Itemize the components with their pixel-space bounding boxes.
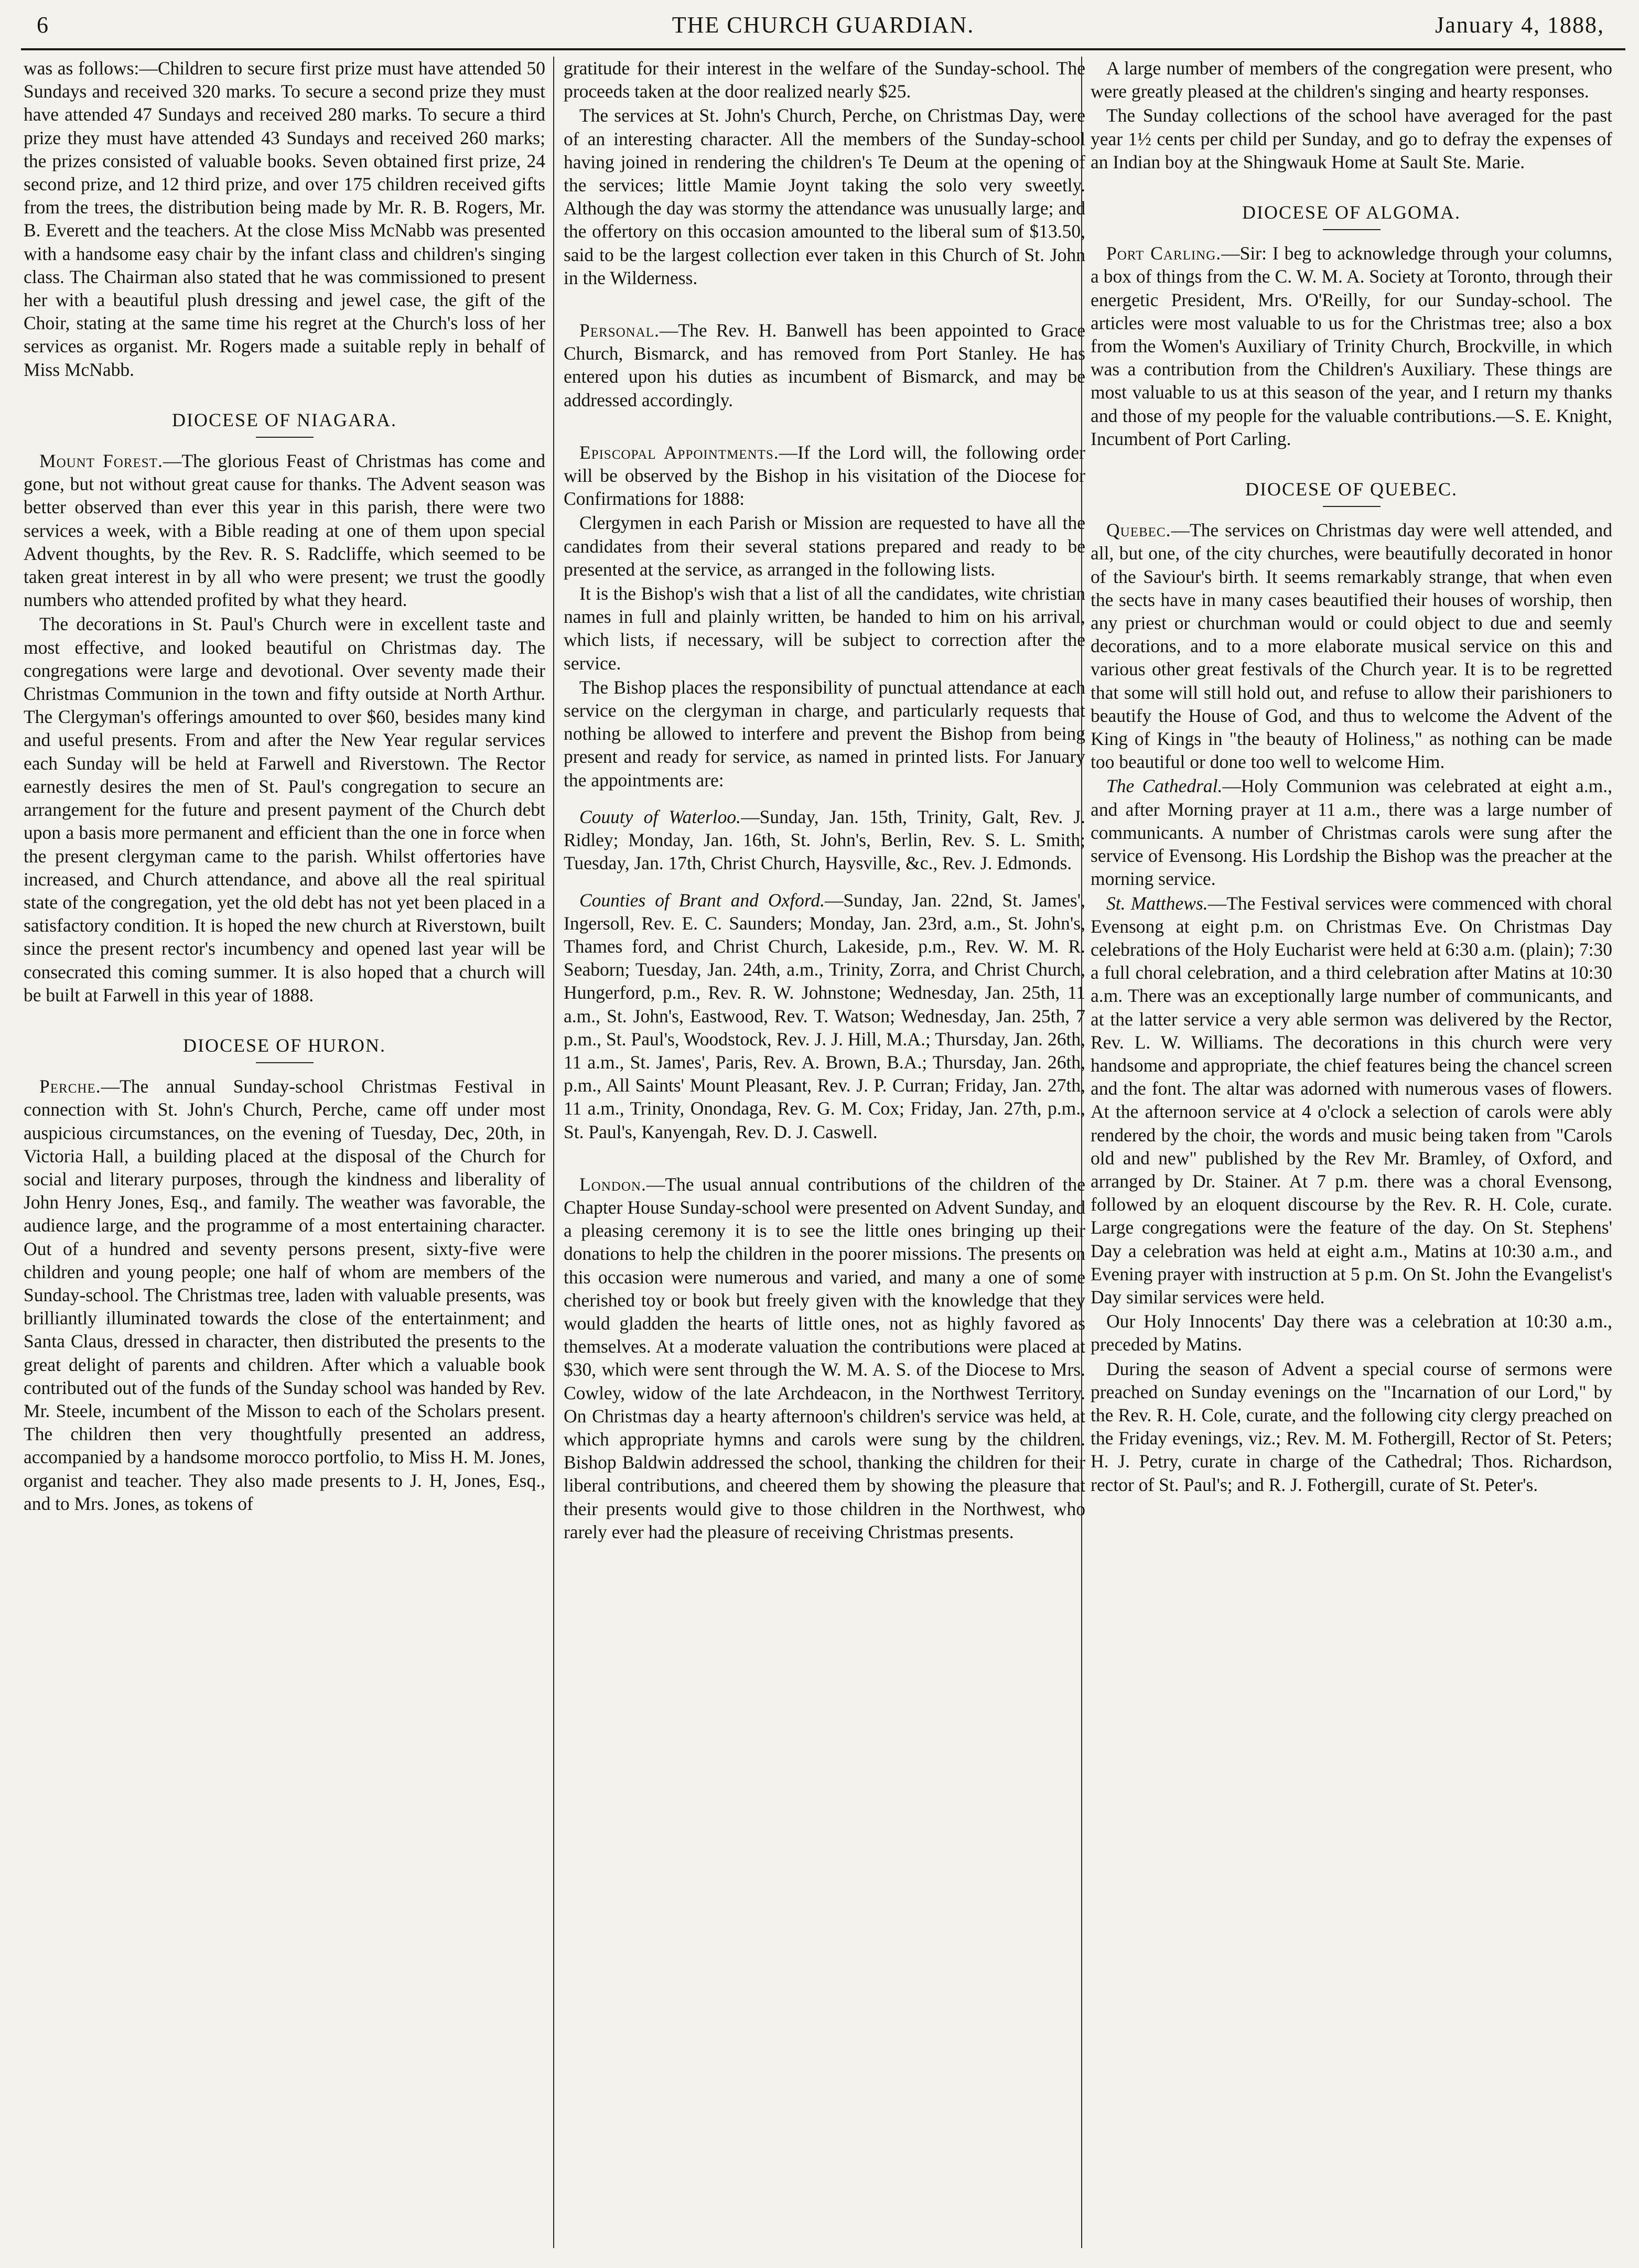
article-paragraph: St. Matthews.—The Festival services were commenced with choral Evensong at eight p.m. on Christmas Eve. On Christmas Day celebrations of the Holy Eucharist were held at 6:30 a.m. (plain); 7:30 a full choral celebration, and a third celebration after Matins at 10:30 a.m. There was an exceptionally large number of communicants, and at the latter service a very able sermon was delivered by the Rector, Rev. L. W. Williams. The decorations in this church were very handsome and appropriate, the chief features being the chancel screen and the font. The altar was adorned with numerous vases of flowers. At the afternoon service at 4 o'clock a selection of carols were ably rendered by the choir, the words and music being taken from "Carols old and new" published by the Rev Mr. Bramley, of Oxford, and arranged by Dr. Stainer. At 7 p.m. there was a choral Evensong, followed by an eloquent discourse by the Rev. R. H. Cole, curate. Large congregations were the feature of the day. On St. Stephens' Day a celebration was held at eight a.m., Matins at 10:30 a.m., and Evening prayer with instruction at 5 p.m. On St. John the Evangelist's Day similar services were held. xyxy=(1091,892,1612,1308)
article-paragraph: London.—The usual annual contributions of the children of the Chapter House Sunday-school were presented on Advent Sunday, and a pleasing ceremony it is to see the little ones bringing up their donations to help the children in the poorer missions. The presents on this occasion were numerous and varied, and many a one of some cherished toy or book but freely given with the knowledge that they would gladden the hearts of little ones, not as highly favored as themselves. At a moderate valuation the contributions were placed at $30, which were sent through the W. M. A. S. of the Diocese to Mrs. Cowley, widow of the late Archdeacon, in the Northwest Territory. On Christmas day a hearty afternoon's children's service was held, at which appropriate hymns and carols were sung by the children. Bishop Baldwin addressed the school, thanking the children for their liberal contributions, and cheered them by showing the pleasure that their presents would give to those children in the Northwest, who rarely ever had the pleasure of receiving Christmas presents. xyxy=(564,1173,1085,1542)
dateline: Port Carling. xyxy=(1106,243,1222,264)
article-paragraph: During the season of Advent a special course of sermons were preached on Sunday evenings on the "Incarnation of our Lord," by the Rev. R. H. Cole, curate, and the following city clergy preached on the Friday evenings, viz.; Rev. M. M. Fothergill, Rector of St. Peters; H. J. Petry, curate in charge of the Cathedral; Thos. Richardson, rector of St. Paul's; and R. J. Fothergill, curate of St. Peter's. xyxy=(1091,1358,1612,1495)
article-paragraph: gratitude for their interest in the welfare of the Sunday-school. The proceeds taken at the door realized nearly $25. xyxy=(564,58,1085,102)
column-rule-1 xyxy=(553,57,554,2248)
dateline: St. Matthews. xyxy=(1106,892,1208,914)
article-paragraph: Perche.—The annual Sunday-school Christmas Festival in connection with St. John's Church, Perche, came off under most auspicious circumstances, on the evening of Tuesday, Dec, 20th, in Victoria Hall, a building placed at the disposal of the Church for social and literary purposes, through the kindness and liberality of John Henry Jones, Esq., and family. The weather was favorable, the audience large, and the programme of a most entertaining character. Out of a hundred and seventy persons present, sixty-five were children and young people; one half of whom are members of the Sunday-school. The Christmas tree, laden with valuable presents, was brilliantly illuminated towards the close of the entertainment; and Santa Claus, dressed in character, then distributed the presents to the great delight of parents and children. After which a valuable book contributed out of the funds of the Sunday school was handed by Rev. Mr. Steele, incumbent of the Misson to each of the Scholars present. The children then very thoughtfully presented an address, accompanied by a handsome morocco portfolio, to Miss H. M. Jones, organist and teacher. They also made presents to J. H, Jones, Esq., and to Mrs. Jones, as tokens of xyxy=(24,1076,545,1514)
heading-rule xyxy=(256,437,314,438)
section-heading-niagara: DIOCESE OF NIAGARA. xyxy=(171,409,397,430)
dateline: Couuty of Waterloo. xyxy=(579,806,741,827)
article-paragraph: Clergymen in each Parish or Mission are requested to have all the candidates from their several stations prepared and ready to be presented at the service, as arranged in the following lists. xyxy=(564,512,1085,580)
section-spacer xyxy=(564,875,1085,889)
column-2 xyxy=(564,57,1085,2253)
heading-rule xyxy=(1323,229,1381,230)
article-paragraph: Port Carling.—Sir: I beg to acknowledge through your columns, a box of things from the C. W. M. A. Society at Toronto, through their energetic President, Mrs. O'Reilly, for our Sunday-school. The articles were most valuable to us for the Christmas tree; also a box from the Women's Auxiliary of Trinity Church, Brockville, in which was a contribution from the Children's Auxiliary. These things are most valuable to us at this season of the year, and I return my thanks and those of my people for the valuable contributions.—S. E. Knight, Incumbent of Port Carling. xyxy=(1091,243,1612,449)
article-paragraph: Our Holy Innocents' Day there was a celebration at 10:30 a.m., preceded by Matins. xyxy=(1091,1311,1612,1355)
article-paragraph: A large number of members of the congregation were present, who were greatly pleased at the children's singing and hearty responses. xyxy=(1091,58,1612,102)
heading-rule xyxy=(1323,506,1381,507)
newspaper-title: THE CHURCH GUARDIAN. xyxy=(672,12,975,38)
section-spacer xyxy=(564,792,1085,805)
dateline: London. xyxy=(579,1173,646,1195)
article-paragraph: It is the Bishop's wish that a list of all the candidates, wite christian names in full and plainly written, be handed to him on his arrival, which lists, if necessary, will be subject to correction after the service. xyxy=(564,583,1085,674)
article-paragraph: The Sunday collections of the school have averaged for the past year 1½ cents per child per Sunday, and go to defray the expenses of an Indian boy at the Shingwauk Home at Sault Ste. Marie. xyxy=(1091,105,1612,172)
article-paragraph: Counties of Brant and Oxford.—Sunday, Jan. 22nd, St. James', Ingersoll, Rev. E. C. Saunders; Monday, Jan. 23rd, a.m., St. John's, Thames ford, and Christ Church, Lakeside, p.m., Rev. W. M. R. Seaborn; Tuesday, Jan. 24th, a.m., Trinity, Zorra, and Christ Church, Hungerford, p.m., Rev. R. W. Johnstone; Wednesday, Jan. 25th, 11 a.m., St. John's, Eastwood, Rev. T. Watson; Wednesday, Jan. 25th, 7 p.m., St. Paul's, Woodstock, Rev. J. J. Hill, M.A.; Thursday, Jan. 26th, 11 a.m., St. James', Paris, Rev. A. Brown, B.A.; Thursday, Jan. 26th, p.m., All Saints' Mount Pleasant, Rev. J. P. Curran; Friday, Jan. 27th, 11 a.m., Trinity, Onondaga, Rev. G. M. Cox; Friday, Jan. 27th, p.m., St. Paul's, Kanyengah, Rev. D. J. Caswell. xyxy=(564,889,1085,1142)
section-spacer xyxy=(564,412,1085,441)
section-heading-algoma: DIOCESE OF ALGOMA. xyxy=(1242,202,1461,223)
article-paragraph: Personal.—The Rev. H. Banwell has been appointed to Grace Church, Bismarck, and has removed from Port Stanley. He has entered upon his duties as incumbent of Bismarck, and may be addressed accordingly. xyxy=(564,320,1085,411)
page-header xyxy=(21,6,1625,50)
article-paragraph: The services at St. John's Church, Perche, on Christmas Day, were of an interesting character. All the members of the Sunday-school having joined in rendering the children's Te Deum at the opening of the services; little Mamie Joynt taking the solo very sweetly. Although the day was stormy the attendance was unusually large; and the offertory on this occasion amounted to the liberal sum of $13.50, said to be the largest collection ever taken in this Church of St. John in the Wilderness. xyxy=(564,105,1085,288)
issue-date: January 4, 1888, xyxy=(1435,12,1604,38)
dateline: The Cathedral. xyxy=(1106,775,1223,797)
heading-rule xyxy=(256,1062,314,1063)
article-paragraph: Quebec.—The services on Christmas day were well attended, and all, but one, of the city churches, were beautifully decorated in honor of the Saviour's birth. It seems remarkably strange, that when even the sects have in many cases beautified their houses of worship, then any priest or churchman would or could object to due and seemly decorations, and to a more elaborate musical service on this and various other great festivals of the Church year. It is to be regretted that some will still hold out, and refuse to allow their parishioners to beautify the House of God, and thus to welcome the Advent of the King of Kings in "the beauty of Holiness," as nothing can be made too beautiful or done too well to welcome Him. xyxy=(1091,520,1612,773)
article-paragraph: Mount Forest.—The glorious Feast of Christmas has come and gone, but not without great cause for thanks. The Advent season was better observed than ever this year in this parish, there were two services a week, with a Bible reading at one of them upon special Advent thoughts, by the Rev. R. S. Radcliffe, which seemed to be taken great interest in by all who were present; we trust the goodly numbers who attended profited by what they heard. xyxy=(24,450,545,611)
section-spacer xyxy=(564,289,1085,319)
dateline: Perche. xyxy=(39,1076,101,1097)
section-heading-huron: DIOCESE OF HURON. xyxy=(182,1034,386,1056)
article-paragraph: Couuty of Waterloo.—Sunday, Jan. 15th, Trinity, Galt, Rev. J. Ridley; Monday, Jan. 16th, St. John's, Berlin, Rev. S. L. Smith; Tuesday, Jan. 17th, Christ Church, Haysville, &c., Rev. J. Edmonds. xyxy=(564,806,1085,874)
dateline: Personal. xyxy=(579,320,660,341)
article-paragraph: The Cathedral.—Holy Communion was celebrated at eight a.m., and after Morning prayer at 11 a.m., there was a large number of communicants. A number of Christmas carols were sung after the service of Evensong. His Lordship the Bishop was the preacher at the morning service. xyxy=(1091,775,1612,890)
column-1 xyxy=(24,57,545,2253)
article-paragraph: was as follows:—Children to secure first prize must have attended 50 Sundays and received 320 marks. To secure a second prize they must have attended 47 Sundays and received 280 marks. To secure a third prize they must have attended 43 Sundays and received 260 marks; the prizes consisted of valuable books. Seven obtained first prize, 24 second prize, and 12 third prize, and over 175 children received gifts from the trees, the distribution being made by Mr. R. B. Rogers, Mr. B. Everett and the teachers. At the close Miss McNabb was presented with a handsome easy chair by the infant class and children's singing class. The Chairman also stated that he was commissioned to present her with a beautiful plush dressing and jewel case, the gift of the Choir, stating at the same time his regret at the Church's loss of her services as organist. Mr. Rogers made a suitable reply in behalf of Miss McNabb. xyxy=(24,58,545,380)
page-number: 6 xyxy=(37,12,49,38)
column-3 xyxy=(1091,57,1612,2253)
section-heading-quebec: DIOCESE OF QUEBEC. xyxy=(1245,479,1458,500)
section-spacer xyxy=(564,1143,1085,1173)
article-paragraph: The decorations in St. Paul's Church were in excellent taste and most effective, and looked beautiful on Christmas day. The congregations were large and devotional. Over seventy made their Christmas Communion in the town and fifty outside at North Arthur. The Clergyman's offerings amounted to over $60, besides many kind and useful presents. From and after the New Year regular services each Sunday will be held at Farwell and Riverstown. The Rector earnestly desires the men of St. Paul's congregation to secure an arrangement for the future and present payment of the Church debt upon a basis more permanent and efficient than the one in force when the present clergyman came to the parish. Whilst offertories have increased, and Church attendance, and above all the real spiritual state of the congregation, yet the old debt has not yet been placed in a satisfactory condition. It is hoped the new church at Riverstown, built since the present rector's incumbency and opened last year will be consecrated this coming summer. It is also hoped that a church will be built at Farwell in this year of 1888. xyxy=(24,613,545,1006)
dateline: Episcopal Appointments. xyxy=(579,441,779,463)
article-paragraph: The Bishop places the responsibility of punctual attendance at each service on the clergyman in charge, and particularly requests that nothing be allowed to interfere and prevent the Bishop from being present and ready for service, as named in printed lists. For January the appointments are: xyxy=(564,676,1085,791)
dateline: Counties of Brant and Oxford. xyxy=(579,889,825,911)
dateline: Quebec. xyxy=(1106,520,1171,541)
article-paragraph: Episcopal Appointments.—If the Lord will, the following order will be observed by the Bishop in his visitation of the Diocese for Confirmations for 1888: xyxy=(564,441,1085,510)
dateline: Mount Forest. xyxy=(39,450,163,472)
